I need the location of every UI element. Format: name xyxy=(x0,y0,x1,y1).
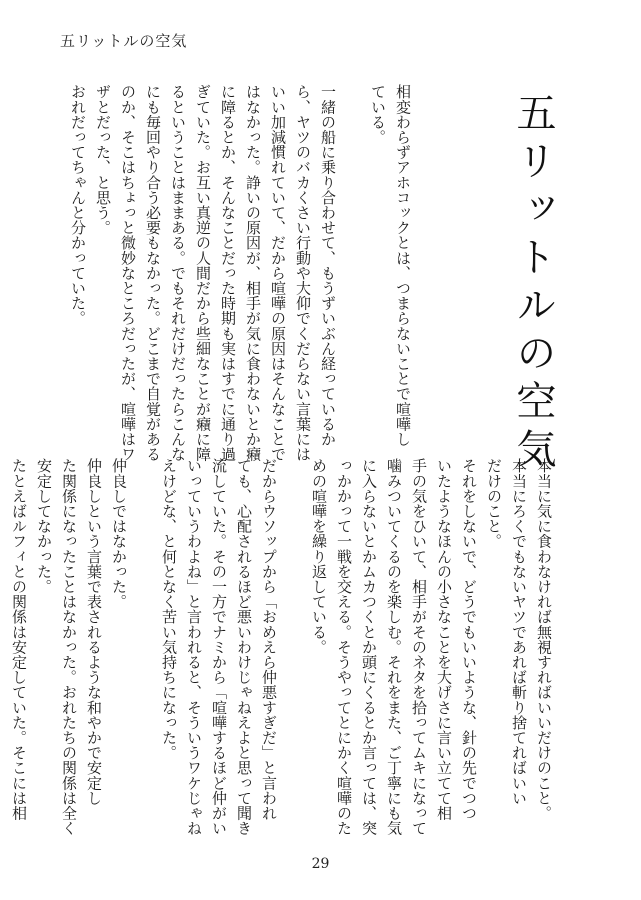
upper-text-block xyxy=(69,84,415,462)
text-line: るということはままある。でもそれだけだったらこんな xyxy=(169,84,187,462)
blank-line xyxy=(281,458,306,813)
text-line: に入らないとかムカつくとか頭にくるとか言っては、突 xyxy=(360,458,378,836)
lower-text-block xyxy=(10,458,556,836)
text-line: 相変わらずアホコックとは、つまらないことで喧嘩し xyxy=(394,84,412,447)
text-line: ても、心配されるほど悪いわけじゃねえよと思って聞き xyxy=(235,458,253,836)
running-header: 五リットルの空気 xyxy=(60,32,188,50)
text-line: た関係になったことはなかった。おれたちの関係は全く xyxy=(60,458,78,836)
page-number: 29 xyxy=(311,856,330,872)
text-line: 仲良しという言葉で表されるような和やかで安定し xyxy=(85,458,103,806)
text-line: ザとだった、と思う。 xyxy=(94,84,112,235)
chapter-title: 五リットルの空気 xyxy=(510,92,556,476)
text-line: たとえばルフィとの関係は安定していた。そこには相 xyxy=(10,458,28,821)
text-line: 流していた。その一方でナミから「喧嘩するほど仲がい xyxy=(210,458,228,836)
text-line: ぎていた。お互い真逆の人間だから些細なことが癪に障 xyxy=(194,84,212,462)
text-line: おれだってちゃんと分かっていた。 xyxy=(69,84,87,326)
text-line: 仲良しではなかった。 xyxy=(110,458,128,609)
text-line: 一緒の船に乗り合わせて、もうずいぶん経っているか xyxy=(319,84,337,447)
text-line: 噛みついてくるのを楽しむ。それをまた、ご丁寧にも気 xyxy=(385,458,403,836)
text-line: だけのこと。 xyxy=(485,458,503,549)
text-line: に障るとか、そんなことだった時期も実はすでに通り過 xyxy=(219,84,237,462)
text-line: のか、そこはちょっと微妙なところだったが、喧嘩はワ xyxy=(119,84,137,462)
text-line: だからウソップから「おめえら仲悪すぎだ」と言われ xyxy=(260,458,278,821)
text-line: っかかって一戦を交える。そうやってとにかく喧嘩のた xyxy=(335,458,353,836)
text-line: にも毎回やり合う必要もなかった。どこまで自覚がある xyxy=(144,84,162,462)
text-line: えけどな、と何となく苦い気持ちになった。 xyxy=(160,458,178,760)
text-line: いたようなほんの小さなことを大げさに言い立てて相 xyxy=(435,458,453,821)
text-line: いっていうわよね」と言われると、そういうワケじゃね xyxy=(185,458,203,836)
blank-line xyxy=(340,84,365,434)
text-line: ている。 xyxy=(369,84,387,145)
blank-line xyxy=(131,458,156,813)
text-line: はなかった。諍いの原因が、相手が気に食わないとか癪 xyxy=(244,84,262,462)
text-line: それをしないで、どうでもいいような、針の先でつつ xyxy=(460,458,478,821)
text-line: ら、ヤツのバカくさい行動や大仰でくだらない言葉には xyxy=(294,84,312,462)
text-line: 安定してなかった。 xyxy=(35,458,53,594)
text-line: 本当にろくでもないヤツであれば斬り捨てればいい xyxy=(510,458,528,806)
text-line: 本当に気に食わなければ無視すればいいだけのこと。 xyxy=(535,458,553,821)
text-line: いい加減慣れていて、だから喧嘩の原因はそんなことで xyxy=(269,84,287,462)
text-line: めの喧嘩を繰り返している。 xyxy=(310,458,328,655)
text-line: 手の気をひいて、相手がそのネタを拾ってムキになって xyxy=(410,458,428,836)
